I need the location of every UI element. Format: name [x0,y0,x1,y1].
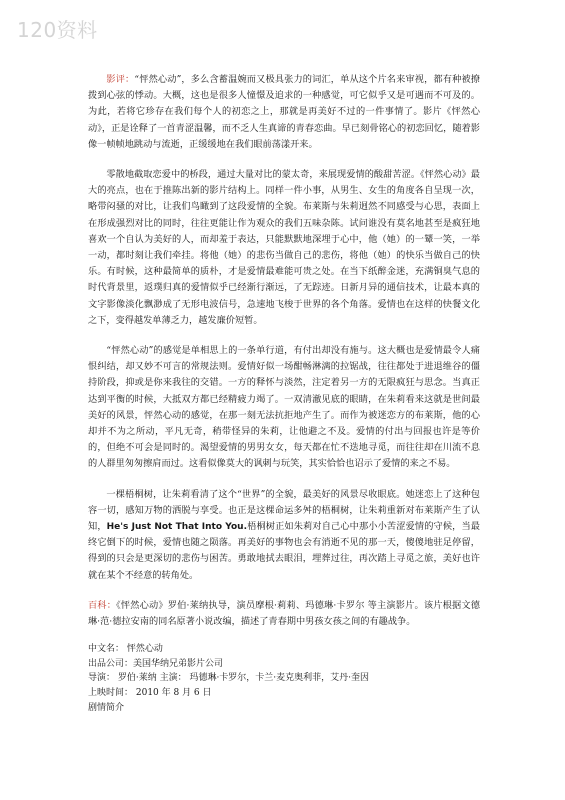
document-page [88,72,480,715]
review-paragraph-4 [88,487,480,584]
review-paragraph-2: 零散地截取恋爱中的桥段，通过大量对比的蒙太奇，来展现爱情的酸甜苦涩。《怦然心动》最大的亮点，也在于推陈出新的影片结构上。同样一件小事，从男生、女生的角度各自呈现一次，略带闷骚的对比，让我们鸟瞰到了这段爱情的全貌。布莱斯与朱莉迥然不同感受与心思，表面上在形成强烈对比的同时，往往更能让作为观众的我们五味杂陈。试问谁没有莫名地甚至是疯狂地喜欢一个自认为美好的人，而却羞于表达，只能默默地深埋于心中，他（她）的一颦一笑，一举一动，都时刻让我们牵挂。将他（她）的悲伤当做自己的悲伤，将他（她）的快乐当做自己的快乐。有时候，这种最简单的质朴，才是爱情最难能可贵之处。在当下纸醉金迷，充满铜臭气息的时代背景里，返璞归真的爱情似乎已经渐行渐远，了无踪迹。日新月异的通信技术，让最本真的文字影像淡化飘渺成了无形电波信号，急速地飞梭于世界的各个角落。爱情也在这样的快餐文化之下，变得越发单薄乏力，越发廉价短暂。 [88,169,480,326]
review-paragraph-4-text-b: 梧桐树正如朱莉对自己心中那小小苦涩爱情的守候，当最终它倒下的时候，爱情也随之陨落。再美好的事物也会有消逝不见的那一天，傻傻地驻足停留，得到的只会是更深切的悲伤与困苦。勇敢地拭去眼泪，埋葬过往，再次踏上寻觅之旅，美好也许就在某个不经意的转角处。 [88,521,480,581]
info-release-date: 上映时间： 2010 年 8 月 6 日 [88,688,212,699]
baike-paragraph [88,598,480,630]
info-company: 出品公司：美国华纳兄弟影片公司 [88,658,224,669]
watermark-logo: 120资料 [17,18,98,42]
baike-text: 《怦然心动》罗伯·莱纳执导，演员摩根·莉莉、玛德琳·卡罗尔 等主演影片。该片根据文德琳·范·德拉安南的同名原著小说改编，描述了青春期中男孩女孩之间的有趣战争。 [88,599,480,628]
english-quote: He's Just Not That Into You. [106,522,248,533]
review-label: 影评： [106,74,135,85]
review-paragraph-4-text-a: 一棵梧桐树，让朱莉看清了这个“世界”的全貌，最美好的风景尽收眼底。她迷恋上了这种包容一切，感知万物的洒脱与享受。也正是这棵命运多舛的梧桐树，让朱莉重新对布莱斯产生了认知， [88,488,480,533]
review-paragraph-1 [88,72,480,153]
info-chinese-title: 中文名： 怦然心动 [88,644,163,655]
info-synopsis-heading: 剧情简介 [88,702,125,713]
film-info [88,642,480,715]
info-director-cast: 导演： 罗伯·莱纳 主演： 玛德琳·卡罗尔，卡兰·麦克奥利菲，艾丹·奎因 [88,673,370,684]
review-paragraph-1-text: “怦然心动”，多么含蓄温婉而又极具张力的词汇，单从这个片名来审视，都有种被撩拨到心弦的悸动。大概，这也是很多人憧憬及追求的一种感觉，可它似乎又是可遇而不可及的。为此，若将它珍存在我们每个人的初恋之上，那就是再美好不过的一件事情了。影片《怦然心动》，正是诠释了一首青涩温馨，而不乏人生真谛的青春恋曲。早已刻骨铭心的初恋回忆，随着影像一帧帧地跳动与流逝，正缓缓地在我们眼前荡漾开来。 [88,74,480,150]
baike-label: 百科： [88,599,117,611]
review-paragraph-3: “怦然心动”的感觉是单相思上的一条单行道，有付出却没有施与。这大概也是爱情最令人痛恨纠结，却又妙不可言的常规法则。爱情好似一场酣畅淋漓的拉锯战，往往都处于进退维谷的僵持阶段，抑或是你来我往的交错。一方的释怀与淡然，注定着另一方的无限疯狂与思念。当真正达到平衡的时候，大抵双方都已经精疲力竭了。一双清澈见底的眼睛，在朱莉看来这就是世间最美好的风景，怦然心动的感觉，在那一刻无法抗拒地产生了。而作为被迷恋方的布莱斯，他的心却并不为之所动，平凡无奇，稍带怪异的朱莉，让他避之不及。爱情的付出与回报也许是等价的，但绝不可会是同时的。渴望爱情的男男女女，每天都在忙不迭地寻觅，而往往却在川流不息的人群里匆匆擦肩而过。这看似像莫大的讽刺与玩笑，其实恰恰也诏示了爱情的来之不易。 [88,345,480,470]
